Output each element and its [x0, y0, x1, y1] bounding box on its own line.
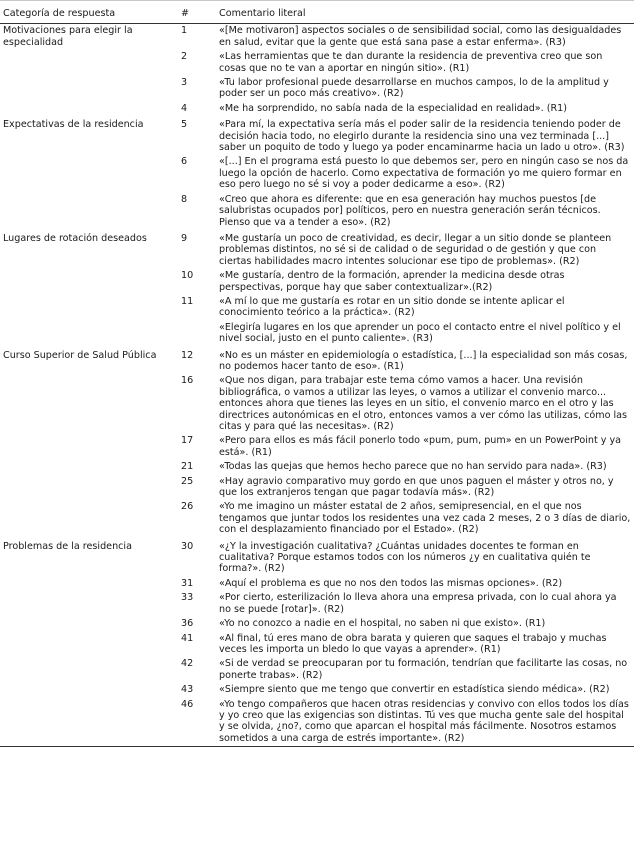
comment-text: «Me ha sorprendido, no sabía nada de la especialidad en realidad». (R1)	[219, 102, 568, 114]
comment-number: 33	[181, 592, 194, 604]
table-row	[0, 434, 634, 460]
table-row	[0, 347, 634, 375]
comment-text: «[Me motivaron] aspectos sociales o de sensibilidad social, como las desigualdades en salud, evitar que la gente que está sana pase a estar enferma». (R3)	[219, 25, 622, 48]
header-category: Categoría de respuesta	[0, 1, 172, 24]
category-cell	[0, 434, 172, 460]
table-row	[0, 698, 634, 747]
comment-text: «Hay agravio comparativo muy gordo en que unos paguen el máster y otros no, y que los extranjeros tengan que pagar todavía más». (R2)	[219, 475, 614, 499]
category-cell	[0, 617, 172, 631]
category-cell: Expectativas de la residencia	[3, 119, 144, 131]
table-row	[0, 24, 634, 50]
comment-number: 43	[181, 684, 194, 696]
table-row	[0, 683, 634, 697]
comment-text: «Todas las quejas que hemos hecho parece que no han servido para nada». (R3)	[219, 461, 607, 473]
comment-number: 16	[181, 375, 194, 387]
comment-text: «Al final, tú eres mano de obra barata y quieren que saques el trabajo y muchas veces les importa un bledo lo que vayas a aprender». (R1)	[219, 632, 607, 655]
table-row	[0, 657, 634, 683]
table-row	[0, 460, 634, 474]
table-row	[0, 230, 634, 269]
category-cell	[0, 683, 172, 697]
comment-number: 30	[181, 540, 194, 552]
comment-text: «Pero para ellos es más fácil ponerlo todo «pum, pum, pum» en un PowerPoint y ya está». (R1)	[219, 435, 622, 458]
comment-text: «Por cierto, esterilización lo lleva ahora una empresa privada, con lo cual ahora ya no se puede [rotar]». (R2)	[219, 592, 617, 615]
table-row	[0, 76, 634, 102]
category-cell	[0, 475, 172, 501]
table-row	[0, 116, 634, 155]
category-cell: Lugares de rotación deseados	[3, 232, 147, 244]
comment-number: 17	[181, 435, 194, 447]
category-cell	[0, 500, 172, 537]
category-cell	[0, 591, 172, 617]
comment-text: «Para mí, la expectativa sería más el poder salir de la residencia teniendo poder de decisión hacia todo, no elegirlo durante la residencia sino una vez terminada [...] saber un poquito de todo y luego ya poder encaminarme hacia un lado u otro». (R3)	[219, 119, 625, 154]
comment-number: 12	[181, 349, 194, 361]
comment-number: 10	[181, 270, 194, 282]
table-row	[0, 50, 634, 76]
comment-text: «Me gustaría un poco de creatividad, es decir, llegar a un sitio donde se planteen problemas distintos, no sé si de calidad o de seguridad o de gestión y que con ciertas habilidades macro intentes solucionar ese tipo de problemas». (R2)	[219, 232, 612, 267]
category-cell	[0, 460, 172, 474]
category-cell: Motivaciones para elegir la especialidad	[3, 25, 133, 48]
comment-number: 8	[181, 193, 188, 205]
comment-number	[172, 321, 216, 347]
comment-text: «Me gustaría, dentro de la formación, aprender la medicina desde otras perspectivas, porque hay que saber contextualizar».(R2)	[219, 270, 565, 293]
comment-number: 36	[181, 618, 194, 630]
category-cell	[0, 155, 172, 192]
comment-text: «No es un máster en epidemiología o estadística, [...] la especialidad son más cosas, no podemos hacer tanto de eso». (R1)	[219, 349, 628, 372]
category-cell: Curso Superior de Salud Pública	[3, 349, 157, 361]
comment-number: 41	[181, 632, 194, 644]
comment-text: «[...] En el programa está puesto lo que debemos ser, pero en ningún caso se nos da luego la opción de hacerlo. Como expectativa de formación yo me quiero formar en eso pero luego no sé si voy a poder dedicarme a eso». (R2)	[219, 156, 629, 191]
comment-number: 26	[181, 501, 194, 513]
table-row	[0, 374, 634, 434]
comment-text: «A mí lo que me gustaría es rotar en un sitio donde se intente aplicar el conocimiento teórico a la práctica». (R2)	[219, 295, 565, 319]
category-cell	[0, 698, 172, 747]
category-cell: Problemas de la residencia	[3, 540, 132, 552]
category-cell	[0, 102, 172, 116]
comment-number: 2	[181, 51, 188, 63]
table-row	[0, 193, 634, 230]
category-cell	[0, 632, 172, 658]
comment-number: 9	[181, 232, 188, 244]
comment-number: 4	[181, 102, 188, 114]
table-row	[0, 269, 634, 295]
category-cell	[0, 374, 172, 434]
comment-text: «Aquí el problema es que no nos den todos las mismas opciones». (R2)	[219, 577, 563, 589]
table-row	[0, 577, 634, 591]
table-row	[0, 295, 634, 321]
comment-text: «Siempre siento que me tengo que convertir en estadística siendo médica». (R2)	[219, 684, 610, 696]
comment-text: «Las herramientas que te dan durante la residencia de preventiva creo que son cosas que no te van a aportar en ningún sitio». (R1)	[219, 51, 603, 74]
header-number: #	[172, 1, 216, 24]
category-cell	[0, 295, 172, 321]
category-cell	[0, 76, 172, 102]
comment-text: «Yo tengo compañeros que hacen otras residencias y convivo con ellos todos los días y yo creo que las exigencias son distintas. Tú ves que mucha gente sale del hospital y se olvida, ¿no?, como que aparcan el hospital más fácilmente. Nosotros estamos sometidos a una carga de estrés importante». (R2)	[216, 698, 634, 747]
table-row	[0, 538, 634, 577]
table-row	[0, 102, 634, 116]
header-comment: Comentario literal	[216, 1, 634, 24]
comment-number: 5	[181, 119, 188, 131]
table-row	[0, 155, 634, 192]
comment-text: «¿Y la investigación cualitativa? ¿Cuántas unidades docentes te forman en cualitativa? Porque estamos todos con los números ¿y en cualitativa quién te forma?». (R2)	[219, 540, 591, 575]
comment-text: «Creo que ahora es diferente: que en esa generación hay muchos puestos [de salubristas ocupados por] políticos, pero en nuestra generación serán técnicos. Pienso que va a tender a eso». (R2)	[219, 193, 601, 228]
comment-text: «Que nos digan, para trabajar este tema cómo vamos a hacer. Una revisión bibliográfica, o vamos a utilizar las leyes, o vamos a utilizar el convenio marco... entonces ahora que tienes las leyes en un sitio, el convenio marco en el otro y las directrices autonómicas en el otro, entonces vamos a ver cómo las utilizas, cómo las citas y para qué las necesitas». (R2)	[219, 375, 628, 432]
table-body	[0, 24, 634, 747]
comment-text: «Yo me imagino un máster estatal de 2 años, semipresencial, en el que nos tengamos que juntar todos los residentes una vez cada 2 meses, 2 o 3 días de diario, con el desplazamiento financiado por el Estado». (R2)	[219, 501, 631, 536]
comment-number: 25	[181, 475, 194, 487]
table-row	[0, 632, 634, 658]
comment-text: «Si de verdad se preocuparan por tu formación, tendrían que facilitarte las cosas, no ponerte trabas». (R2)	[219, 658, 628, 681]
comment-number: 42	[181, 658, 194, 670]
category-cell	[0, 321, 172, 347]
comment-number: 21	[181, 461, 194, 473]
table-row	[0, 591, 634, 617]
table-row	[0, 475, 634, 501]
category-cell	[0, 193, 172, 230]
category-cell	[0, 657, 172, 683]
comment-text: «Elegiría lugares en los que aprender un poco el contacto entre el nivel político y el nivel social, justo en el punto caliente». (R3)	[219, 321, 621, 345]
category-cell	[0, 50, 172, 76]
comment-number: 6	[181, 156, 188, 168]
comment-number: 3	[181, 77, 188, 89]
comment-number: 46	[172, 698, 216, 747]
table-header-row	[0, 1, 634, 24]
comment-number: 11	[181, 295, 194, 307]
comment-text: «Tu labor profesional puede desarrollarse en muchos campos, lo de la amplitud y poder ser un poco más creativo». (R2)	[219, 77, 609, 100]
comment-number: 1	[181, 25, 188, 37]
table-row	[0, 617, 634, 631]
table-row	[0, 500, 634, 537]
comment-number: 31	[181, 577, 194, 589]
comment-text: «Yo no conozco a nadie en el hospital, no saben ni que existo». (R1)	[219, 618, 546, 630]
category-cell	[0, 269, 172, 295]
category-cell	[0, 577, 172, 591]
table-row	[0, 321, 634, 347]
